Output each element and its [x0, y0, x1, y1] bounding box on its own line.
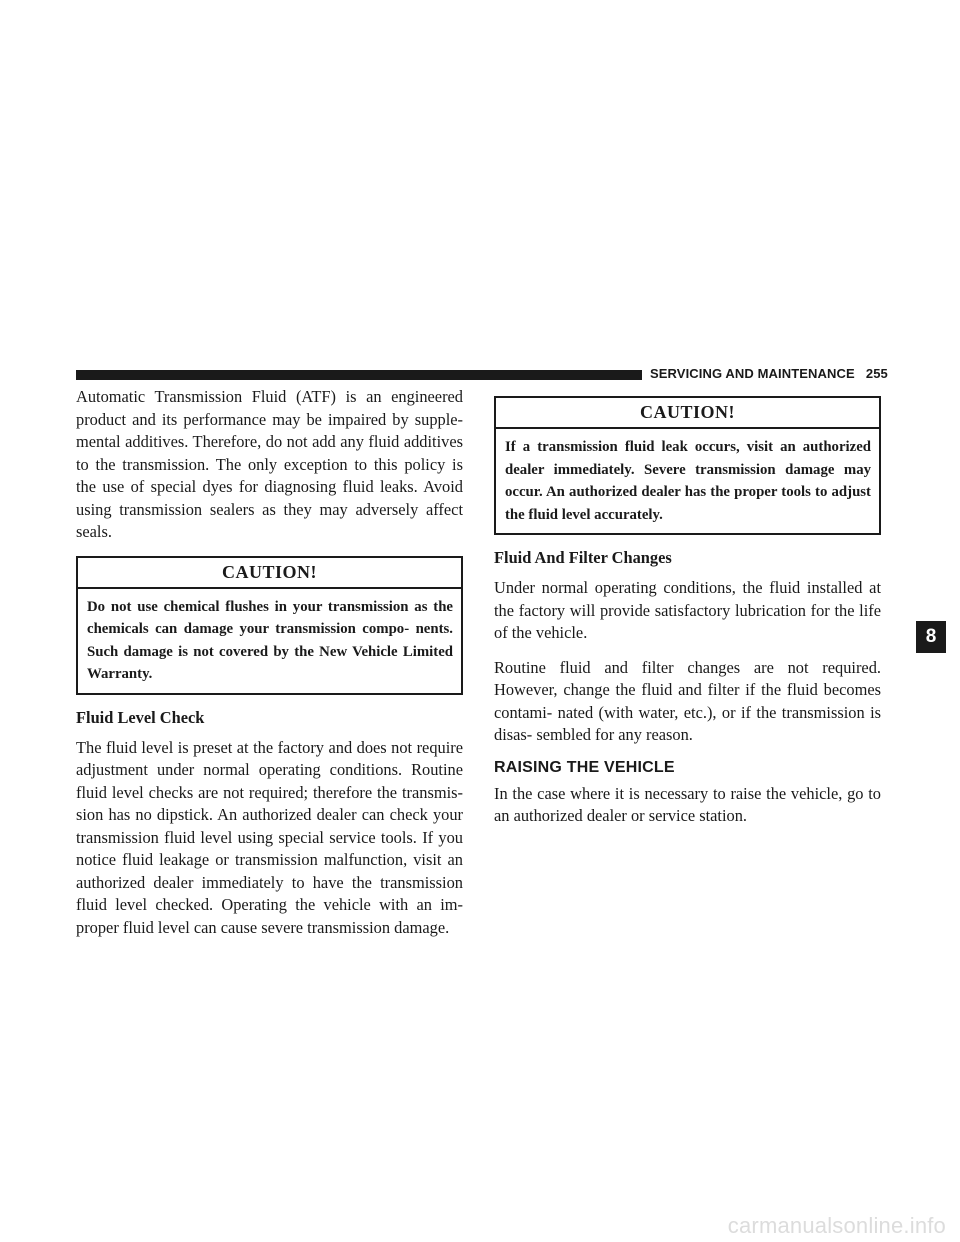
fluid-filter-changes-heading: Fluid And Filter Changes	[494, 548, 672, 567]
caution-text: If a transmission fluid leak occurs, visit an authorized dealer immediately. Severe transmission damage may occur. An authorized dealer has the proper tools to adjust the fluid level accurately.	[505, 439, 871, 523]
fluid-level-check-heading: Fluid Level Check	[76, 707, 205, 727]
caution-box	[494, 396, 881, 535]
fluid-level-check-paragraph: The fluid level is preset at the factory and does not require adjustment under normal operating conditions. Routine fluid level checks are not required; therefore the transmis- sion has no dipstick. An authorized dealer can check your transmission fluid level using special service tools. If you notice fluid leakage or transmission malfunction, visit an authorized dealer immediately to have the transmission fluid level checked. Operating the vehicle with an im- proper fluid level can cause severe transmission damage.	[76, 737, 463, 937]
fluid-filter-paragraph-2: Routine fluid and filter changes are not required. However, change the fluid and filter if the fluid becomes contami- nated (with water, etc.), or if the transmission is disas- sembled for any reason.	[494, 657, 881, 744]
caution-box	[76, 556, 463, 695]
caution-title: CAUTION!	[496, 398, 879, 429]
raising-vehicle-paragraph: In the case where it is necessary to raise the vehicle, go to an authorized dealer or service station.	[494, 783, 881, 825]
page-number: 255	[865, 366, 888, 381]
fluid-filter-paragraph-1: Under normal operating conditions, the fluid installed at the factory will provide satisfactory lubrication for the life of the vehicle.	[494, 578, 881, 642]
watermark: carmanualsonline.info	[727, 1213, 946, 1238]
chapter-tab: 8	[916, 621, 946, 653]
section-title: SERVICING AND MAINTENANCE	[650, 366, 855, 381]
caution-text: Do not use chemical flushes in your transmission as the chemicals can damage your transmission compo- nents. Such damage is not covered by the New Vehicle Limited Warranty.	[87, 598, 453, 682]
running-header	[650, 366, 888, 381]
left-column	[76, 386, 463, 951]
caution-title: CAUTION!	[78, 558, 461, 589]
intro-paragraph: Automatic Transmission Fluid (ATF) is an engineered product and its performance may be impaired by supple- mental additives. Therefore, do not add any fluid additives to the transmission. The only exception to this policy is the use of special dyes for diagnosing fluid leaks. Avoid using transmission sealers as they may adversely affect seals.	[76, 387, 463, 541]
header-rule	[76, 370, 642, 380]
raising-vehicle-heading: RAISING THE VEHICLE	[494, 758, 675, 776]
right-column	[494, 396, 881, 840]
